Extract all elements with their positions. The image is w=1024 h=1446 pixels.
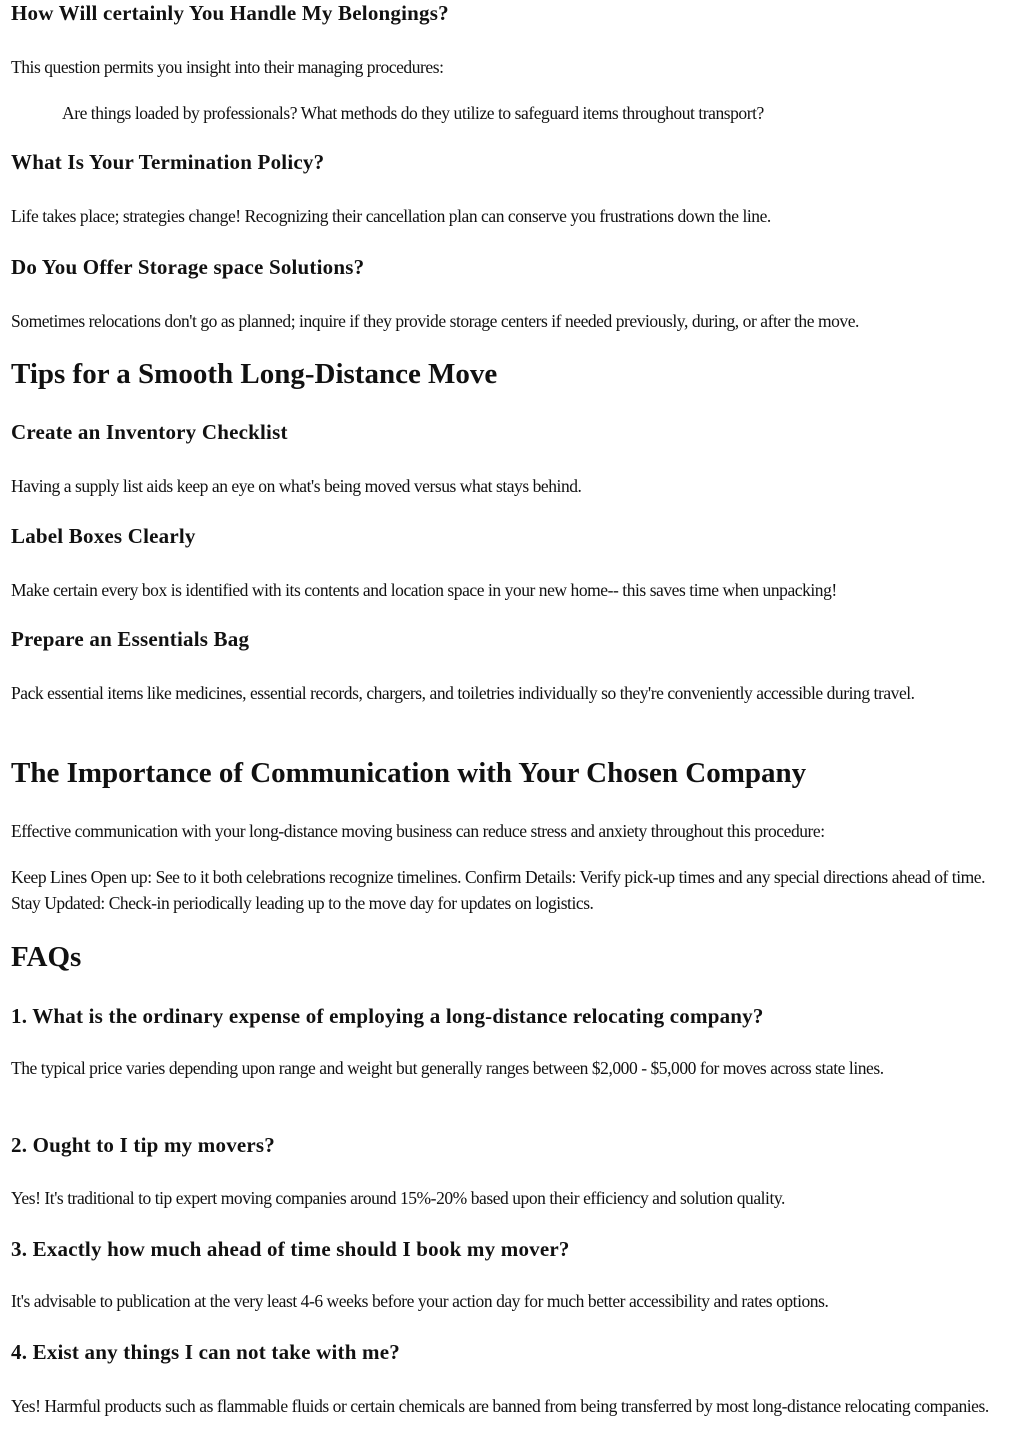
- paragraph-label-boxes: Make certain every box is identified with its contents and location space in your new home-- this saves time when unpacking!: [11, 580, 837, 600]
- paragraph-essentials-bag: Pack essential items like medicines, essential records, chargers, and toiletries individually so they're conveniently accessible during travel.: [11, 683, 915, 703]
- faq-answer-3: It's advisable to publication at the very least 4-6 weeks before your action day for much better accessibility and rates options.: [11, 1291, 829, 1311]
- heading-termination-policy: What Is Your Termination Policy?: [11, 150, 325, 174]
- paragraph-storage: Sometimes relocations don't go as planned; inquire if they provide storage centers if needed previously, during, or after the move.: [11, 311, 859, 331]
- heading-inventory-checklist: Create an Inventory Checklist: [11, 420, 288, 444]
- paragraph-communication-intro: Effective communication with your long-distance moving business can reduce stress and anxiety throughout this procedure:: [11, 821, 825, 841]
- paragraph-inventory: Having a supply list aids keep an eye on what's being moved versus what stays behind.: [11, 476, 582, 496]
- faq-question-4: 4. Exist any things I can not take with me?: [11, 1340, 400, 1364]
- paragraph-handling-intro: This question permits you insight into their managing procedures:: [11, 57, 444, 77]
- faq-answer-4: Yes! Harmful products such as flammable fluids or certain chemicals are banned from being transferred by most long-distance relocating companies.: [11, 1396, 989, 1416]
- heading-tips-smooth-move: Tips for a Smooth Long-Distance Move: [11, 358, 498, 390]
- heading-storage-solutions: Do You Offer Storage space Solutions?: [11, 255, 365, 279]
- paragraph-handling-detail: Are things loaded by professionals? What methods do they utilize to safeguard items throughout transport?: [62, 103, 764, 123]
- faq-answer-2: Yes! It's traditional to tip expert moving companies around 15%-20% based upon their efficiency and solution quality.: [11, 1188, 785, 1208]
- heading-importance-communication: The Importance of Communication with Your Chosen Company: [11, 757, 807, 789]
- heading-label-boxes: Label Boxes Clearly: [11, 524, 196, 548]
- faq-question-2: 2. Ought to I tip my movers?: [11, 1133, 276, 1157]
- heading-faqs: FAQs: [11, 941, 82, 973]
- faq-question-1: 1. What is the ordinary expense of employing a long-distance relocating company?: [11, 1004, 764, 1028]
- paragraph-communication-detail: Keep Lines Open up: See to it both celebrations recognize timelines. Confirm Details: Verify pick-up times and any special directions ahead of time. Stay Updated: Check-in periodically leading up to the move day for updates on logistics.: [11, 867, 986, 913]
- heading-handle-belongings: How Will certainly You Handle My Belongings?: [11, 1, 449, 25]
- heading-essentials-bag: Prepare an Essentials Bag: [11, 627, 250, 651]
- faq-answer-1: The typical price varies depending upon range and weight but generally ranges between $2,000 - $5,000 for moves across state lines.: [11, 1058, 884, 1078]
- faq-question-3: 3. Exactly how much ahead of time should I book my mover?: [11, 1237, 570, 1261]
- paragraph-cancellation: Life takes place; strategies change! Recognizing their cancellation plan can conserve you frustrations down the line.: [11, 206, 771, 226]
